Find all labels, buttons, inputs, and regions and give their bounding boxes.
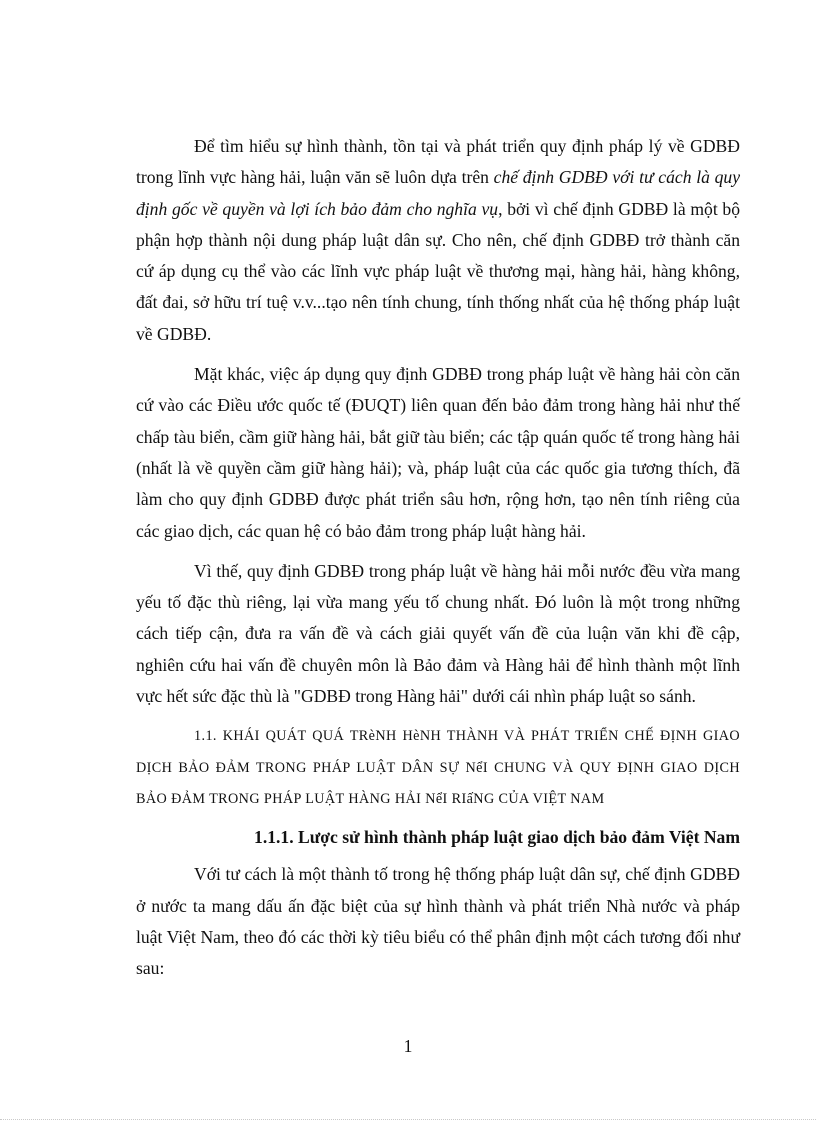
section-heading-1-1: 1.1. KHÁI QUÁT QUÁ TRèNH HèNH THÀNH VÀ PHÁT TRIỂN CHẾ ĐỊNH GIAO DỊCH BẢO ĐẢM TRONG PHÁP LUẬT DÂN SỰ NểI CHUNG VÀ QUY ĐỊNH GIAO DỊCH BẢO ĐẢM TRONG PHÁP LUẬT HÀNG HẢI NểI RIấNG CỦA VIỆT NAM (136, 728, 740, 808)
section-heading-1-1-1: 1.1.1. Lược sử hình thành pháp luật giao dịch bảo đảm Việt Nam (254, 826, 740, 847)
paragraph-international-treaties: Mặt khác, việc áp dụng quy định GDBĐ trong pháp luật về hàng hải còn căn cứ vào các Điều ước quốc tế (ĐUQT) liên quan đến bảo đảm trong hàng hải như thế chấp tàu biển, cầm giữ hàng hải, bắt giữ tàu biển; các tập quán quốc tế trong hàng hải (nhất là về quyền cầm giữ hàng hải); và, pháp luật của các quốc gia tương thích, đã làm cho quy định GDBĐ được phát triển sâu hơn, rộng hơn, tạo nên tính riêng của các giao dịch, các quan hệ có bảo đảm trong pháp luật hàng hải. (136, 364, 740, 541)
page-number: 1 (403, 1036, 413, 1056)
paragraph-intro-italic-phrase: chế định GDBĐ với tư cách là quy định gốc về quyền và lợi ích bảo đảm cho nghĩa vụ (136, 167, 741, 219)
paragraph-intro-text: Để tìm hiểu sự hình thành, tồn tại và phát triển quy định pháp lý về GDBĐ trong lĩnh vực hàng hải, luận văn sẽ luôn dựa trên (136, 136, 740, 188)
paragraph-intro-text-end: , bởi vì chế định GDBĐ là một bộ phận hợp thành nội dung pháp luật dân sự. Cho nên, chế định GDBĐ trở thành căn cứ áp dụng cụ thể vào các lĩnh vực pháp luật về thương mại, hàng hải, hàng không, đất đai, sở hữu trí tuệ v.v...tạo nên tính chung, tính thống nhất của hệ thống pháp luật về GDBĐ. (136, 198, 741, 344)
paragraph-approach: Vì thế, quy định GDBĐ trong pháp luật về hàng hải mỗi nước đều vừa mang yếu tố đặc thù riêng, lại vừa mang yếu tố chung nhất. Đó luôn là một trong những cách tiếp cận, đưa ra vấn đề và cách giải quyết vấn đề của luận văn khi đề cập, nghiên cứu hai vấn đề chuyên môn là Bảo đảm và Hàng hải để hình thành một lĩnh vực hết sức đặc thù là "GDBĐ trong Hàng hải" dưới cái nhìn pháp luật so sánh. (136, 560, 740, 707)
page-divider (0, 1119, 816, 1120)
paragraph-history: Với tư cách là một thành tố trong hệ thống pháp luật dân sự, chế định GDBĐ ở nước ta mang dấu ấn đặc biệt của sự hình thành và phát triển Nhà nước và pháp luật Việt Nam, theo đó các thời kỳ tiêu biểu có thể phân định một cách tương đối như sau: (136, 864, 740, 979)
paragraph-intro (136, 131, 740, 350)
document-page (136, 131, 740, 994)
